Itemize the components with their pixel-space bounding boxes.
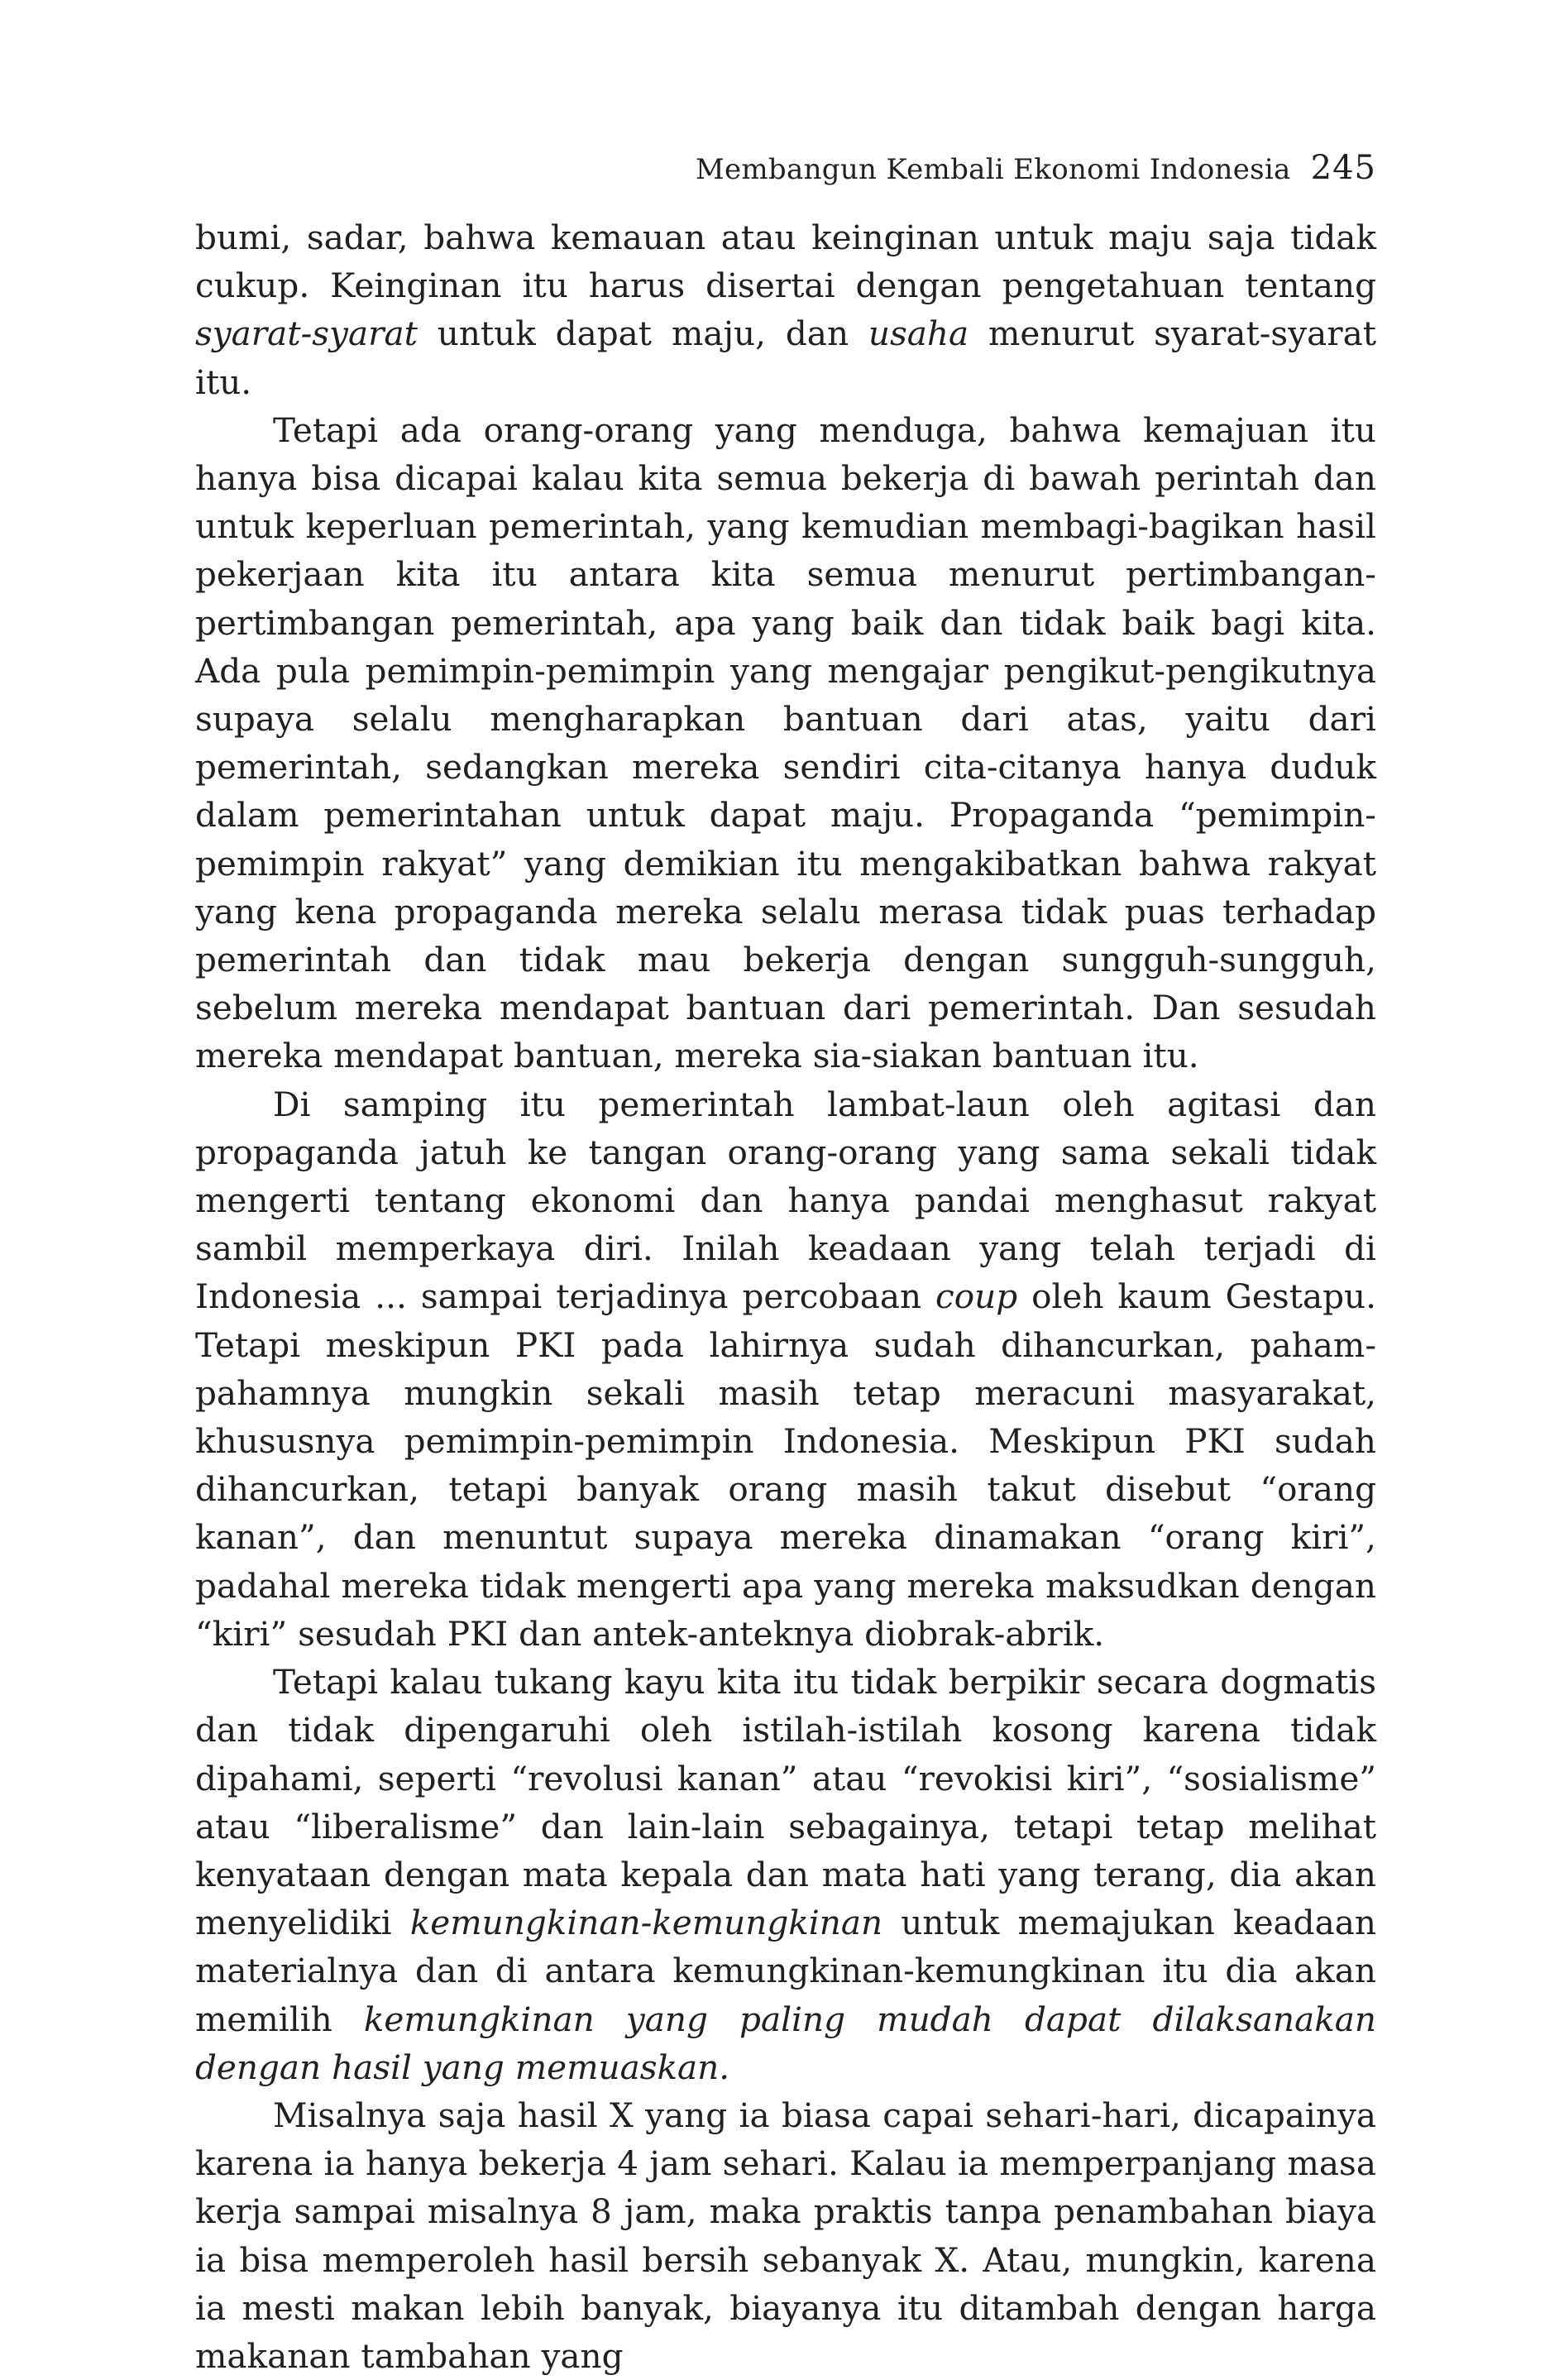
paragraph-2: Tetapi ada orang-orang yang menduga, bahwa kemajuan itu hanya bisa dicapai kalau kita semua bekerja di bawah perintah dan untuk keperluan pemerintah, yang kemudian membagi-bagikan hasil pekerjaan kita itu antara kita semua menurut pertimbangan-pertimbangan pemerintah, apa yang baik dan tidak baik bagi kita. Ada pula pemimpin-pemimpin yang mengajar pengikut-pengikutnya supaya selalu mengharapkan bantuan dari atas, yaitu dari pemerintah, sedangkan mereka sendiri cita-citanya hanya duduk dalam pemerintahan untuk dapat maju. Propaganda “pemimpin-pemimpin rakyat” yang demikian itu mengakibatkan bahwa rakyat yang kena propaganda mereka selalu merasa tidak puas terhadap pemerintah dan tidak mau bekerja dengan sungguh-sungguh, sebelum mereka mendapat bantuan dari pemerintah. Dan sesudah mereka mendapat bantuan, mereka sia-siakan bantuan itu. bbox=[195, 409, 1376, 1076]
paragraph-4 bbox=[195, 1658, 1376, 2091]
running-title: Membangun Kembali Ekonomi Indonesia bbox=[695, 153, 1291, 186]
paragraph-3-text-c: oleh kaum Gestapu. Tetapi meskipun PKI pada lahirnya sudah dihancurkan, paham-pahamnya mungkin sekali masih tetap meracuni masyarakat, khususnya pemimpin-pemimpin Indonesia. Meskipun PKI sudah dihancurkan, tetapi banyak orang masih takut disebut “orang kanan”, dan menuntut supaya mereka dinamakan “orang kiri”, padahal mereka tidak mengerti apa yang mereka maksudkan dengan “kiri” sesudah PKI dan antek-anteknya diobrak-abrik. bbox=[195, 1276, 1376, 1654]
paragraph-4-text-c: untuk memajukan keadaan materialnya dan di antara kemungkinan-kemungkinan itu dia akan memilih bbox=[195, 1903, 1376, 2039]
running-header bbox=[195, 149, 1376, 189]
paragraph-4-italic-conclusion: kemungkinan yang paling mudah dapat dilaksanakan dengan hasil yang memuaskan. bbox=[195, 1999, 1376, 2087]
paragraph-4-text-a: Tetapi kalau tukang kayu kita itu tidak berpikir secara dogmatis dan tidak dipengaruhi oleh istilah-istilah kosong karena tidak dipahami, seperti “revolusi kanan” atau “revokisi kiri”, “sosialisme” atau “liberalisme” dan lain-lain sebagainya, tetapi tetap melihat kenyataan dengan mata kepala dan mata hati yang terang, dia akan menyelidiki bbox=[195, 1662, 1376, 1943]
paragraph-4-italic-kemungkinan: kemungkinan-kemungkinan bbox=[409, 1903, 883, 1943]
paragraph-1-italic-syarat: syarat-syarat bbox=[195, 314, 418, 354]
paragraph-1-italic-usaha: usaha bbox=[868, 314, 969, 354]
paragraph-5: Misalnya saja hasil X yang ia biasa capai sehari-hari, dicapainya karena ia hanya bekerja 4 jam sehari. Kalau ia memperpanjang masa kerja sampai misalnya 8 jam, maka praktis tanpa penambahan biaya ia bisa memperoleh hasil bersih sebanyak X. Atau, mungkin, karena ia mesti makan lebih banyak, biayanya itu ditambah dengan harga makanan tambahan yang bbox=[195, 2095, 1376, 2376]
paragraph-3-italic-coup: coup bbox=[935, 1276, 1018, 1317]
paragraph-1-text-a: bumi, sadar, bahwa kemauan atau keinginan untuk maju saja tidak cukup. Keinginan itu harus disertai dengan pengetahuan tentang bbox=[195, 218, 1376, 306]
paragraph-3-text-a: Di samping itu pemerintah lambat-laun oleh agitasi dan propaganda jatuh ke tangan orang-orang yang sama sekali tidak mengerti tentang ekonomi dan hanya pandai menghasut rakyat sambil memperkaya diri. Inilah keadaan yang telah terjadi di Indonesia ... sampai terjadinya percobaan bbox=[195, 1084, 1376, 1317]
paragraph-1-text-c: untuk dapat maju, dan bbox=[417, 314, 868, 354]
body-text bbox=[195, 213, 1376, 2380]
paragraph-1-text-e: menurut syarat-syarat itu. bbox=[195, 314, 1377, 402]
paragraph-3 bbox=[195, 1080, 1376, 1658]
page-number: 245 bbox=[1310, 149, 1376, 187]
paragraph-1 bbox=[195, 213, 1376, 406]
